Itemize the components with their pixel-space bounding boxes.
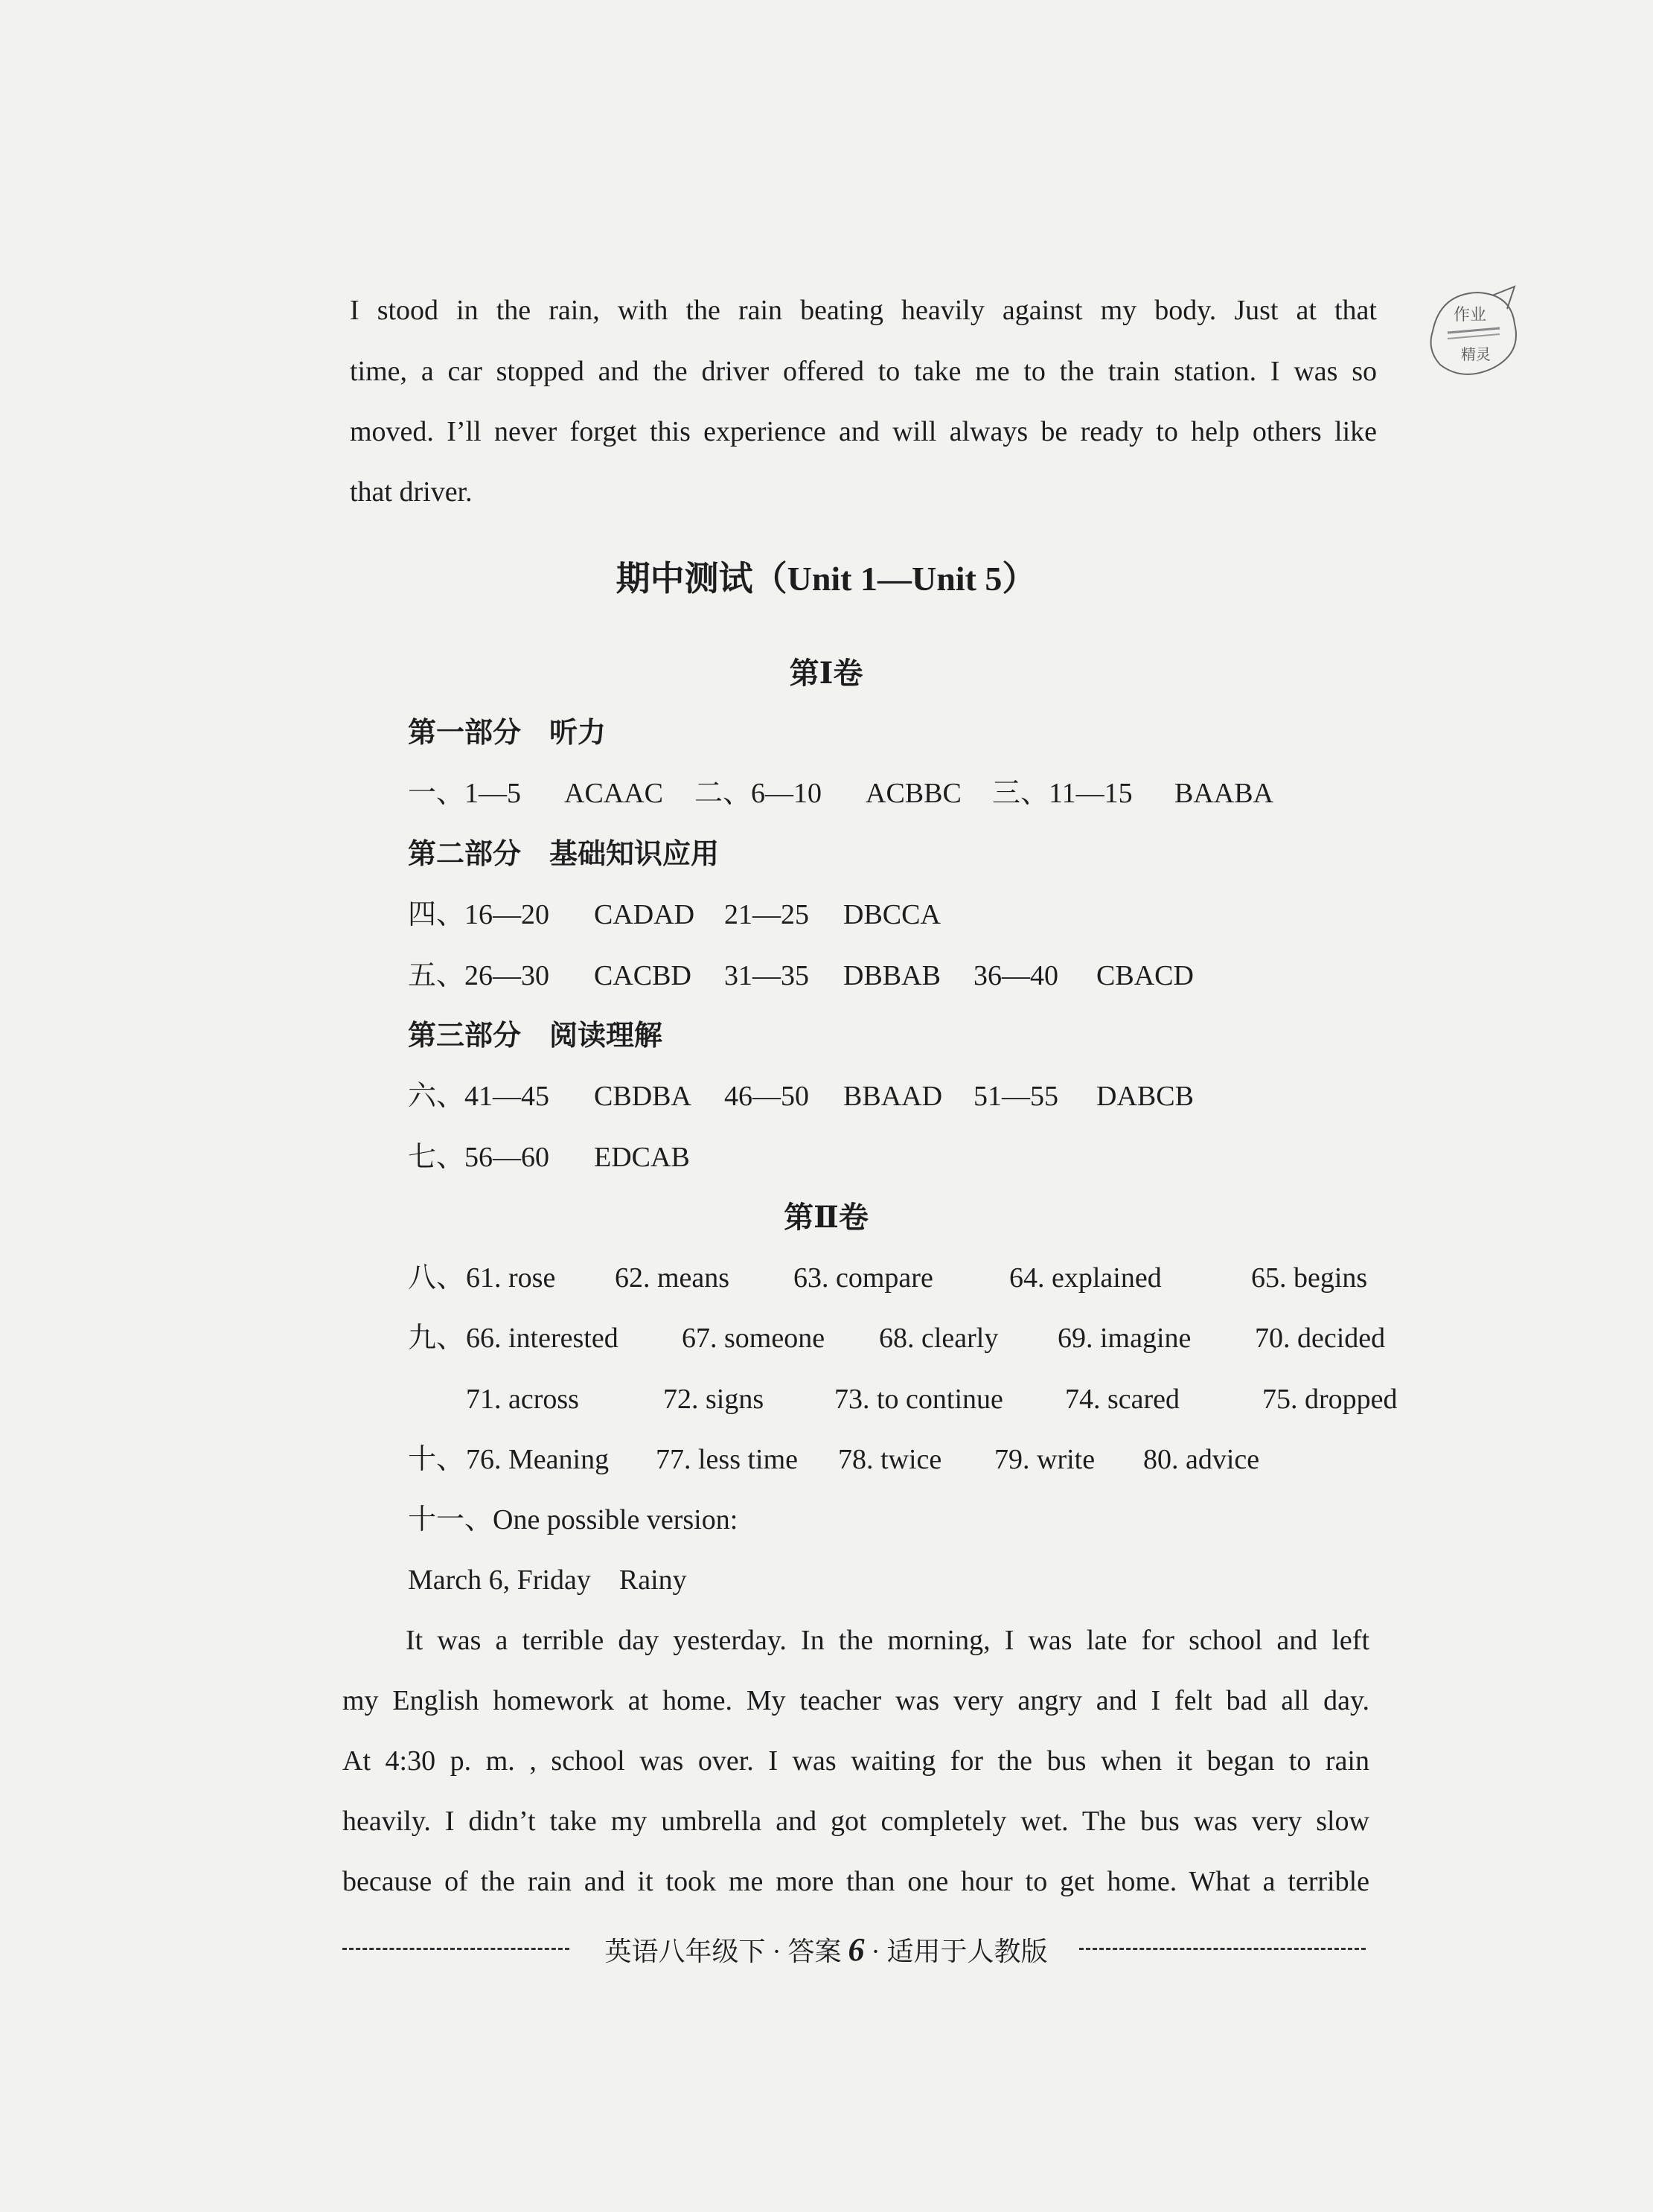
answer-row-9a bbox=[408, 1324, 1385, 1352]
answer-row-6 bbox=[408, 1082, 1194, 1110]
answer-row-4 bbox=[408, 901, 941, 929]
row8-item: 61. rose bbox=[466, 1262, 556, 1294]
answer-row-8 bbox=[408, 1264, 1367, 1292]
app-watermark-stamp-icon bbox=[1418, 279, 1526, 387]
intro-line-1: I stood in the rain, with the rain beating heavily against my body. Just at that bbox=[350, 295, 1377, 326]
row5-ans-a: CACBD bbox=[594, 960, 691, 991]
footer-page-number: 6 bbox=[848, 1931, 865, 1968]
footer-dashed-rule-right bbox=[1079, 1948, 1366, 1950]
row6-ans-c: DABCB bbox=[1096, 1081, 1194, 1112]
row10-item: 76. Meaning bbox=[466, 1444, 610, 1475]
essay-line-1: It was a terrible day yesterday. In the morning, I was late for school and left bbox=[406, 1625, 1369, 1656]
row8-item: 62. means bbox=[615, 1262, 730, 1294]
row9-item: 70. decided bbox=[1255, 1323, 1386, 1354]
intro-line-3: moved. I’ll never forget this experience and will always be ready to help others like bbox=[350, 416, 1377, 447]
row9-item: 66. interested bbox=[466, 1323, 618, 1354]
stamp-bottom-text: 精灵 bbox=[1461, 345, 1491, 363]
row1-ans-b: ACBBC bbox=[866, 778, 962, 809]
row10-item: 77. less time bbox=[656, 1444, 799, 1475]
row9b-item: 74. scared bbox=[1065, 1384, 1180, 1415]
row5-ans-b: DBBAB bbox=[843, 960, 941, 991]
row1-label-a: 一、1—5 bbox=[408, 778, 522, 809]
row9b-item: 73. to continue bbox=[834, 1384, 1003, 1415]
row6-label-b: 46—50 bbox=[724, 1081, 809, 1112]
exam-title: 期中测试（Unit 1—Unit 5） bbox=[616, 560, 1037, 598]
row6-ans-b: BBAAD bbox=[843, 1081, 943, 1112]
row8-prefix: 八、 bbox=[408, 1262, 465, 1294]
row4-label-a: 四、16—20 bbox=[408, 899, 550, 930]
row7-ans-a: EDCAB bbox=[594, 1142, 690, 1173]
row4-label-b: 21—25 bbox=[724, 899, 809, 930]
row5-label-b: 31—35 bbox=[724, 960, 809, 991]
essay-line-5: because of the rain and it took me more than one hour to get home. What a terrible bbox=[342, 1866, 1369, 1897]
row10-item: 79. write bbox=[994, 1444, 1096, 1475]
volume-2-heading: 第Ⅱ卷 bbox=[784, 1201, 869, 1234]
answer-row-11: 十一、One possible version: bbox=[408, 1504, 738, 1535]
answer-row-10 bbox=[408, 1445, 1259, 1474]
row5-ans-c: CBACD bbox=[1096, 960, 1194, 991]
row1-label-b: 二、6—10 bbox=[694, 778, 822, 809]
row6-label-c: 51—55 bbox=[973, 1081, 1058, 1112]
volume-1-heading: 第Ⅰ卷 bbox=[789, 656, 863, 690]
footer-right-text: · 适用于人教版 bbox=[871, 1937, 1048, 1966]
row10-item: 78. twice bbox=[838, 1444, 942, 1475]
row5-label-c: 36—40 bbox=[973, 960, 1058, 991]
row4-ans-a: CADAD bbox=[594, 899, 695, 930]
stamp-top-text: 作业 bbox=[1453, 306, 1487, 325]
row9-prefix: 九、 bbox=[408, 1323, 465, 1354]
footer-left-text: 英语八年级下 · 答案 bbox=[604, 1937, 842, 1966]
row9-item: 68. clearly bbox=[879, 1323, 999, 1354]
essay-line-2: my English homework at home. My teacher was very angry and I felt bad all day. bbox=[342, 1685, 1369, 1716]
part-2-heading: 第二部分 基础知识应用 bbox=[408, 839, 720, 870]
answer-row-9b bbox=[466, 1385, 1398, 1413]
row1-ans-c: BAABA bbox=[1174, 778, 1274, 809]
row8-item: 65. begins bbox=[1251, 1262, 1368, 1294]
essay-line-4: heavily. I didn’t take my umbrella and got completely wet. The bus was very slow bbox=[342, 1806, 1369, 1837]
row8-item: 64. explained bbox=[1009, 1262, 1162, 1294]
row4-ans-b: DBCCA bbox=[843, 899, 941, 930]
part-1-heading: 第一部分 听力 bbox=[408, 717, 607, 749]
row6-ans-a: CBDBA bbox=[594, 1081, 691, 1112]
row1-label-c: 三、11—15 bbox=[992, 778, 1133, 809]
row6-label-a: 六、41—45 bbox=[408, 1081, 550, 1112]
footer-label bbox=[584, 1931, 1068, 1969]
part-3-heading: 第三部分 阅读理解 bbox=[408, 1020, 663, 1052]
intro-line-2: time, a car stopped and the driver offered to take me to the train station. I was so bbox=[350, 356, 1377, 387]
row10-item: 80. advice bbox=[1143, 1444, 1260, 1475]
row9b-item: 72. signs bbox=[663, 1384, 764, 1415]
row9b-item: 71. across bbox=[466, 1384, 579, 1415]
row9b-item: 75. dropped bbox=[1262, 1384, 1398, 1415]
diary-date-line: March 6, Friday Rainy bbox=[408, 1564, 687, 1596]
row8-item: 63. compare bbox=[793, 1262, 933, 1294]
row10-prefix: 十、 bbox=[408, 1444, 465, 1475]
row9-item: 67. someone bbox=[682, 1323, 825, 1354]
answer-row-5 bbox=[408, 962, 1194, 990]
row7-label-a: 七、56—60 bbox=[408, 1142, 550, 1173]
intro-line-4: that driver. bbox=[350, 476, 473, 508]
row9-item: 69. imagine bbox=[1058, 1323, 1192, 1354]
footer-dashed-rule-left bbox=[342, 1948, 569, 1950]
row1-ans-a: ACAAC bbox=[564, 778, 664, 809]
answer-row-7 bbox=[408, 1143, 690, 1171]
row5-label-a: 五、26—30 bbox=[408, 960, 550, 991]
answer-row-1 bbox=[408, 779, 1273, 808]
essay-line-3: At 4:30 p. m. , school was over. I was waiting for the bus when it began to rain bbox=[342, 1745, 1369, 1777]
